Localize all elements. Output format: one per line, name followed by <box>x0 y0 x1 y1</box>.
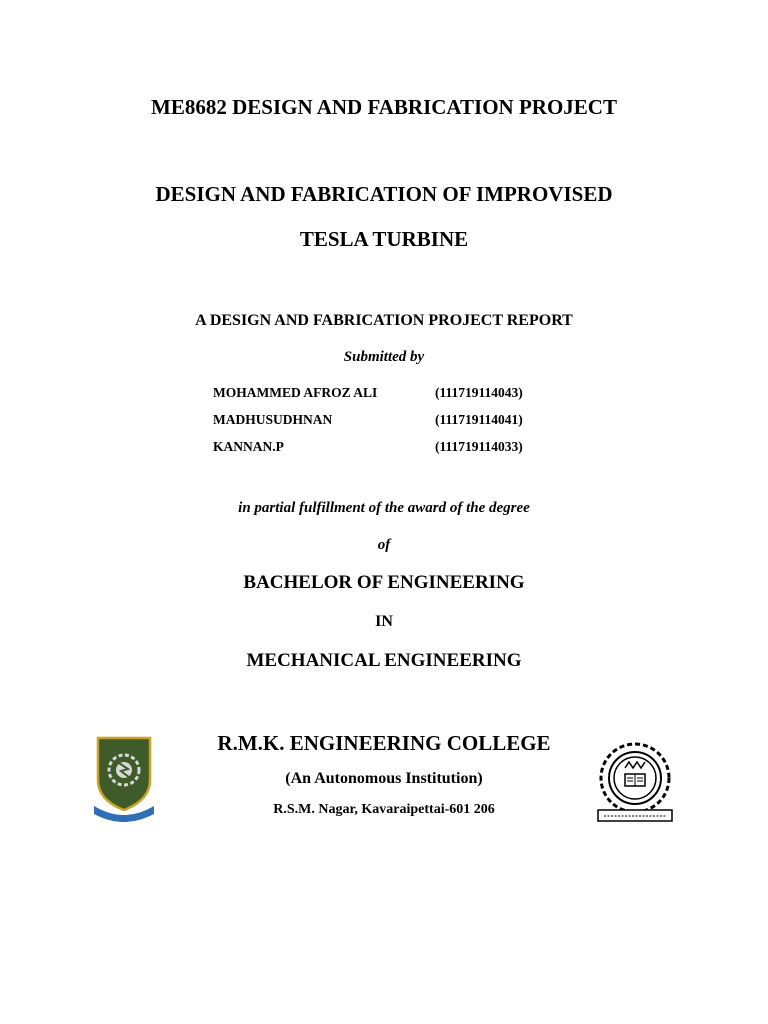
in-text: IN <box>375 613 393 630</box>
member-name: MOHAMMED AFROZ ALI <box>213 385 378 400</box>
university-seal-icon <box>592 738 678 824</box>
project-title-line-1: DESIGN AND FABRICATION OF IMPROVISED <box>155 182 613 206</box>
fulfillment-text: in partial fulfillment of the award of the degree <box>238 500 530 516</box>
college-name: R.M.K. ENGINEERING COLLEGE <box>217 731 551 755</box>
member-name: KANNAN.P <box>213 439 284 454</box>
member-id: (111719114033) <box>435 439 523 454</box>
report-type: A DESIGN AND FABRICATION PROJECT REPORT <box>195 312 573 329</box>
branch-title: MECHANICAL ENGINEERING <box>246 650 522 671</box>
project-title-line-2: TESLA TURBINE <box>299 227 469 251</box>
member-id: (111719114041) <box>435 412 523 427</box>
college-address: R.S.M. Nagar, Kavaraipettai-601 206 <box>273 802 495 817</box>
degree-title: BACHELOR OF ENGINEERING <box>243 572 525 593</box>
college-status: (An Autonomous Institution) <box>285 770 483 787</box>
member-id: (111719114043) <box>435 385 523 400</box>
course-title: ME8682 DESIGN AND FABRICATION PROJECT <box>151 95 617 119</box>
member-name: MADHUSUDHNAN <box>213 412 333 427</box>
of-text: of <box>377 537 391 553</box>
submitted-by-label: Submitted by <box>343 349 425 365</box>
